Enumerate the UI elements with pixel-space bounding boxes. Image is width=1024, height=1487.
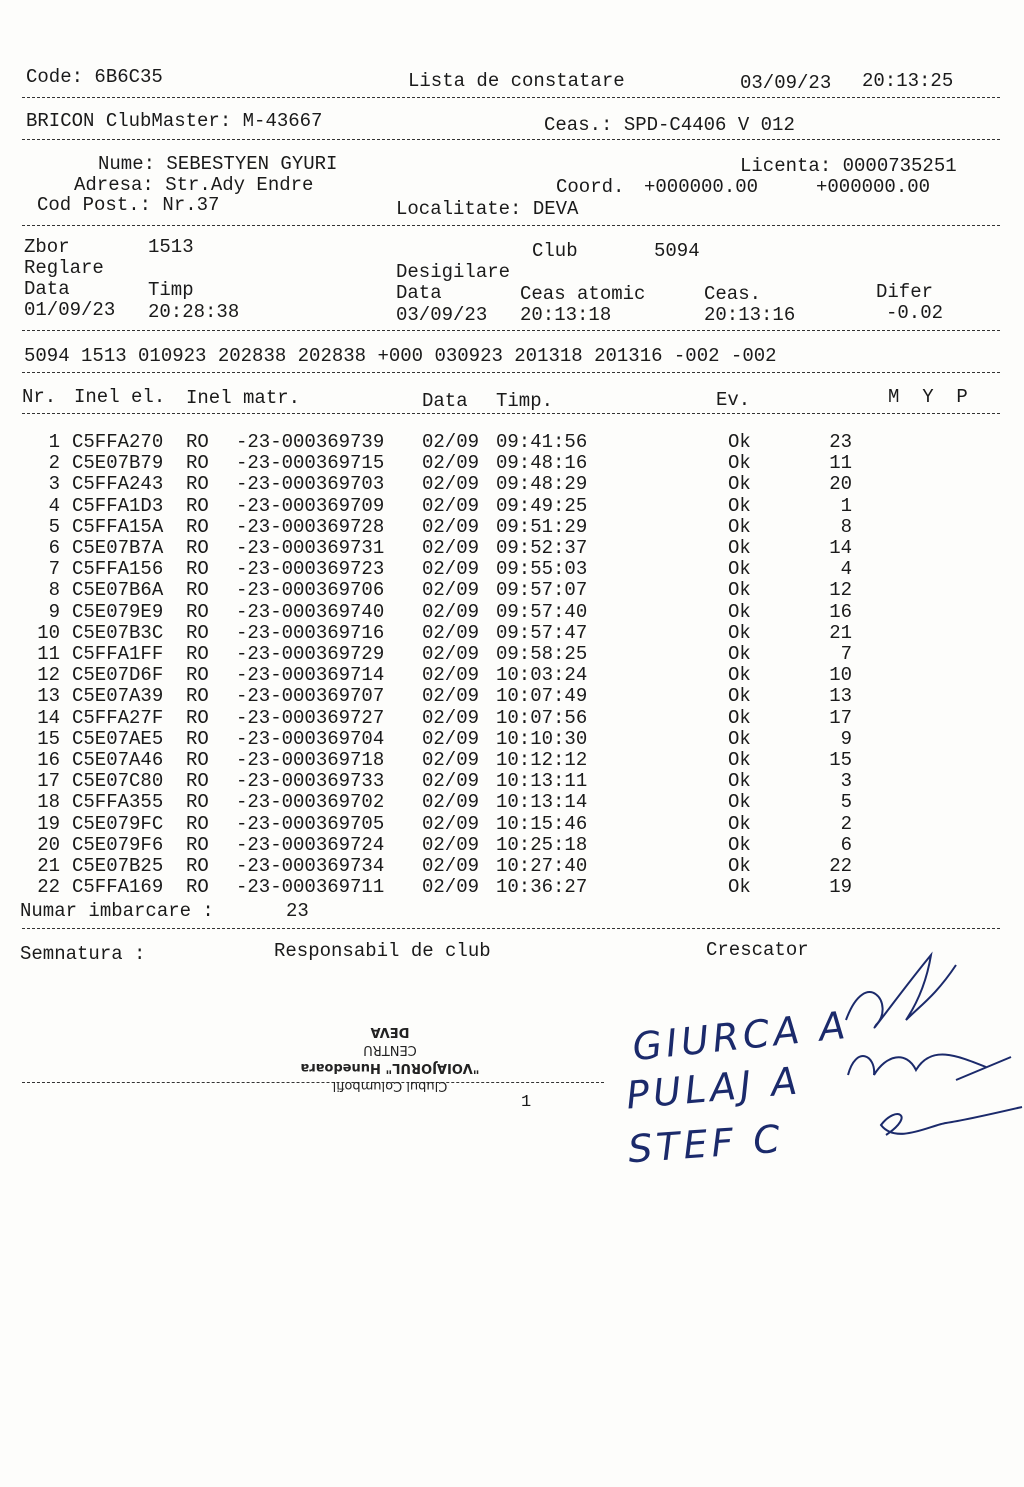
cell-el: C5FFA156 bbox=[72, 558, 164, 581]
cell-timp: 10:27:40 bbox=[496, 855, 588, 877]
table-row bbox=[20, 431, 980, 452]
cell-el: C5FFA355 bbox=[72, 791, 164, 814]
handwritten-name-3: STEF C bbox=[626, 1116, 786, 1172]
cell-ev: Ok bbox=[728, 643, 751, 665]
cell-timp: 09:57:40 bbox=[496, 600, 588, 623]
divider bbox=[22, 330, 1000, 331]
cell-el: C5FFA169 bbox=[72, 876, 164, 899]
header-date: 03/09/23 bbox=[740, 72, 832, 94]
table-row bbox=[20, 579, 980, 600]
cell-matr: -23-000369728 bbox=[236, 515, 385, 538]
cell-matr: -23-000369715 bbox=[236, 452, 385, 475]
owner-name: Nume: SEBESTYEN GYURI bbox=[98, 153, 338, 175]
table-row bbox=[20, 813, 980, 834]
divider bbox=[22, 413, 1000, 414]
table-row bbox=[20, 473, 980, 494]
cell-ev: Ok bbox=[728, 685, 751, 708]
table-row bbox=[20, 770, 980, 791]
cell-el: C5FFA15A bbox=[72, 515, 164, 538]
cell-ro: RO bbox=[186, 494, 209, 517]
club-label: Club bbox=[532, 240, 578, 262]
table-row bbox=[20, 855, 980, 876]
cell-ev: Ok bbox=[728, 431, 751, 453]
reglare-date: 01/09/23 bbox=[24, 299, 116, 321]
cell-timp: 10:07:49 bbox=[496, 685, 588, 708]
col-header-myp: M Y P bbox=[888, 386, 968, 408]
club-responsible-label: Responsabil de club bbox=[274, 940, 491, 962]
cell-ro: RO bbox=[186, 515, 209, 538]
cell-nr: 9 bbox=[48, 600, 60, 623]
cell-matr: -23-000369723 bbox=[236, 558, 385, 581]
cell-nr: 21 bbox=[37, 855, 60, 877]
cell-el: C5E07B3C bbox=[72, 621, 164, 644]
table-row bbox=[20, 537, 980, 558]
divider bbox=[22, 139, 1000, 140]
cell-matr: -23-000369702 bbox=[236, 791, 385, 814]
cell-ev: Ok bbox=[728, 727, 751, 750]
cell-matr: -23-000369714 bbox=[236, 664, 385, 687]
cell-nr: 6 bbox=[48, 537, 60, 559]
cell-timp: 09:48:29 bbox=[496, 473, 588, 496]
cell-el: C5FFA270 bbox=[72, 431, 164, 453]
cell-el: C5FFA243 bbox=[72, 473, 164, 496]
cell-matr: -23-000369724 bbox=[236, 833, 385, 856]
cell-el: C5FFA27F bbox=[72, 706, 164, 729]
cell-timp: 09:52:37 bbox=[496, 537, 588, 559]
cell-nr: 19 bbox=[37, 812, 60, 835]
club-value: 5094 bbox=[654, 240, 700, 262]
cell-data: 02/09 bbox=[422, 664, 480, 687]
cell-ev: Ok bbox=[728, 812, 751, 835]
divider bbox=[22, 372, 1000, 373]
stamp-line-1: Clubul Columbofil bbox=[332, 1078, 448, 1093]
cell-data: 02/09 bbox=[422, 833, 480, 856]
cell-nr: 14 bbox=[37, 706, 60, 729]
cell-ro: RO bbox=[186, 876, 209, 899]
cell-ev: Ok bbox=[728, 600, 751, 623]
cell-ev: Ok bbox=[728, 876, 751, 899]
page-number: 1 bbox=[521, 1093, 532, 1112]
clock-label: Ceas.: SPD-C4406 V 012 bbox=[544, 114, 795, 136]
cell-m: 8 bbox=[840, 515, 852, 538]
divider bbox=[22, 97, 1000, 98]
cell-ro: RO bbox=[186, 621, 209, 644]
stamp-line-3: CENTRU bbox=[363, 1042, 417, 1057]
zbor-value: 1513 bbox=[148, 236, 194, 258]
cell-m: 4 bbox=[840, 558, 852, 581]
col-header-ev: Ev. bbox=[716, 389, 751, 411]
cell-ro: RO bbox=[186, 812, 209, 835]
cell-matr: -23-000369731 bbox=[236, 537, 385, 559]
cell-matr: -23-000369727 bbox=[236, 706, 385, 729]
cell-m: 19 bbox=[829, 876, 852, 899]
cell-ev: Ok bbox=[728, 855, 751, 877]
cell-timp: 10:36:27 bbox=[496, 876, 588, 899]
cell-matr: -23-000369711 bbox=[236, 876, 385, 899]
cell-m: 1 bbox=[840, 494, 852, 517]
boarding-count: 23 bbox=[286, 900, 309, 922]
stamp-line-2: "VOIAJORUL" Hunedoara bbox=[300, 1060, 480, 1075]
cell-nr: 11 bbox=[37, 643, 60, 665]
cell-data: 02/09 bbox=[422, 537, 480, 559]
cell-el: C5E07B6A bbox=[72, 579, 164, 602]
table-row bbox=[20, 664, 980, 685]
handwritten-name-2: PULAJ A bbox=[624, 1058, 803, 1118]
table-row bbox=[20, 622, 980, 643]
cell-matr: -23-000369706 bbox=[236, 579, 385, 602]
cell-m: 16 bbox=[829, 600, 852, 623]
cell-el: C5E07D6F bbox=[72, 664, 164, 687]
atomic-time: 20:13:18 bbox=[520, 304, 612, 326]
cell-ro: RO bbox=[186, 473, 209, 496]
desigilare-data-label: Data bbox=[396, 282, 442, 304]
cell-m: 23 bbox=[829, 431, 852, 453]
ceas-label: Ceas. bbox=[704, 283, 762, 305]
cell-nr: 15 bbox=[37, 727, 60, 750]
cell-m: 6 bbox=[840, 833, 852, 856]
club-stamp bbox=[282, 1022, 498, 1094]
cell-el: C5E07B25 bbox=[72, 855, 164, 877]
cell-ro: RO bbox=[186, 558, 209, 581]
cell-nr: 2 bbox=[48, 452, 60, 475]
cell-nr: 10 bbox=[37, 621, 60, 644]
cell-data: 02/09 bbox=[422, 643, 480, 665]
zbor-label: Zbor bbox=[24, 236, 70, 258]
cell-data: 02/09 bbox=[422, 579, 480, 602]
coord-y: +000000.00 bbox=[816, 176, 931, 198]
cell-m: 22 bbox=[829, 855, 852, 877]
cell-nr: 12 bbox=[37, 664, 60, 687]
desigilare-label: Desigilare bbox=[396, 261, 511, 283]
divider bbox=[22, 225, 1000, 226]
summary-line: 5094 1513 010923 202838 202838 +000 030923 201318 201316 -002 -002 bbox=[24, 345, 777, 367]
cell-ro: RO bbox=[186, 643, 209, 665]
cell-nr: 22 bbox=[37, 876, 60, 899]
cell-el: C5E07AE5 bbox=[72, 727, 164, 750]
cell-el: C5FFA1D3 bbox=[72, 494, 164, 517]
signature-1 bbox=[846, 955, 956, 1028]
cell-matr: -23-000369734 bbox=[236, 855, 385, 877]
license-number: Licenta: 0000735251 bbox=[740, 155, 957, 177]
cell-ev: Ok bbox=[728, 537, 751, 559]
cell-ro: RO bbox=[186, 833, 209, 856]
owner-address: Adresa: Str.Ady Endre bbox=[74, 174, 314, 196]
cell-data: 02/09 bbox=[422, 791, 480, 814]
difer-label: Difer bbox=[876, 281, 934, 303]
cell-m: 13 bbox=[829, 685, 852, 708]
cell-el: C5E07C80 bbox=[72, 770, 164, 793]
cell-nr: 3 bbox=[48, 473, 60, 496]
cell-timp: 09:51:29 bbox=[496, 515, 588, 538]
cell-ro: RO bbox=[186, 770, 209, 793]
cell-matr: -23-000369709 bbox=[236, 494, 385, 517]
coord-x: +000000.00 bbox=[644, 176, 759, 198]
cell-ro: RO bbox=[186, 791, 209, 814]
cell-el: C5FFA1FF bbox=[72, 643, 164, 665]
cell-nr: 5 bbox=[48, 515, 60, 538]
difer-value: -0.02 bbox=[886, 302, 944, 324]
cell-matr: -23-000369740 bbox=[236, 600, 385, 623]
cell-el: C5E079F6 bbox=[72, 833, 164, 856]
table-row bbox=[20, 495, 980, 516]
table-row bbox=[20, 707, 980, 728]
cell-ro: RO bbox=[186, 749, 209, 771]
col-header-nr: Nr. bbox=[22, 386, 57, 408]
cell-m: 5 bbox=[840, 791, 852, 814]
desigilare-date: 03/09/23 bbox=[396, 304, 488, 326]
col-header-timp: Timp. bbox=[496, 390, 554, 412]
table-row bbox=[20, 601, 980, 622]
cell-data: 02/09 bbox=[422, 749, 480, 771]
cell-timp: 10:03:24 bbox=[496, 664, 588, 687]
cell-el: C5E07A46 bbox=[72, 749, 164, 771]
cell-timp: 10:13:11 bbox=[496, 770, 588, 793]
reglare-data-label: Data bbox=[24, 278, 70, 300]
boarding-label: Numar imbarcare : bbox=[20, 900, 214, 922]
coord-label: Coord. bbox=[556, 176, 625, 198]
table-row bbox=[20, 728, 980, 749]
table-row bbox=[20, 558, 980, 579]
cell-ro: RO bbox=[186, 431, 209, 453]
cell-data: 02/09 bbox=[422, 706, 480, 729]
cell-timp: 09:48:16 bbox=[496, 452, 588, 475]
cell-nr: 18 bbox=[37, 791, 60, 814]
cell-el: C5E07B7A bbox=[72, 537, 164, 559]
cell-ro: RO bbox=[186, 579, 209, 602]
postcode: Cod Post.: Nr.37 bbox=[37, 194, 220, 216]
cell-ro: RO bbox=[186, 600, 209, 623]
cell-ro: RO bbox=[186, 727, 209, 750]
cell-ev: Ok bbox=[728, 621, 751, 644]
cell-ev: Ok bbox=[728, 494, 751, 517]
table-row bbox=[20, 791, 980, 812]
cell-nr: 16 bbox=[37, 749, 60, 771]
cell-timp: 10:25:18 bbox=[496, 833, 588, 856]
cell-nr: 7 bbox=[48, 558, 60, 581]
cell-el: C5E079E9 bbox=[72, 600, 164, 623]
reglare-time: 20:28:38 bbox=[148, 301, 240, 323]
cell-timp: 10:15:46 bbox=[496, 812, 588, 835]
cell-m: 17 bbox=[829, 706, 852, 729]
divider bbox=[22, 928, 1000, 929]
cell-m: 9 bbox=[840, 727, 852, 750]
cell-matr: -23-000369718 bbox=[236, 749, 385, 771]
cell-data: 02/09 bbox=[422, 558, 480, 581]
cell-ev: Ok bbox=[728, 473, 751, 496]
table-row bbox=[20, 516, 980, 537]
locality: Localitate: DEVA bbox=[396, 198, 579, 220]
header-time: 20:13:25 bbox=[862, 70, 954, 92]
cell-nr: 4 bbox=[48, 494, 60, 517]
col-header-data: Data bbox=[422, 390, 468, 412]
cell-timp: 09:57:47 bbox=[496, 621, 588, 644]
cell-data: 02/09 bbox=[422, 600, 480, 623]
cell-ro: RO bbox=[186, 664, 209, 687]
cell-ro: RO bbox=[186, 685, 209, 708]
cell-m: 7 bbox=[840, 643, 852, 665]
cell-matr: -23-000369703 bbox=[236, 473, 385, 496]
col-header-inel-el: Inel el. bbox=[74, 386, 166, 408]
cell-ev: Ok bbox=[728, 558, 751, 581]
cell-data: 02/09 bbox=[422, 855, 480, 877]
cell-data: 02/09 bbox=[422, 770, 480, 793]
cell-ev: Ok bbox=[728, 515, 751, 538]
cell-el: C5E07A39 bbox=[72, 685, 164, 708]
cell-nr: 17 bbox=[37, 770, 60, 793]
signature-3 bbox=[881, 1107, 1022, 1135]
cell-matr: -23-000369733 bbox=[236, 770, 385, 793]
table-row bbox=[20, 834, 980, 855]
cell-data: 02/09 bbox=[422, 685, 480, 708]
cell-ro: RO bbox=[186, 706, 209, 729]
cell-data: 02/09 bbox=[422, 812, 480, 835]
device-label: BRICON ClubMaster: M-43667 bbox=[26, 110, 323, 132]
table-row bbox=[20, 685, 980, 706]
handwritten-name-1: GIURCA A bbox=[630, 1002, 852, 1070]
cell-ev: Ok bbox=[728, 579, 751, 602]
cell-m: 10 bbox=[829, 664, 852, 687]
table-row bbox=[20, 876, 980, 897]
col-header-inel-matr: Inel matr. bbox=[186, 387, 301, 409]
cell-ev: Ok bbox=[728, 770, 751, 793]
cell-matr: -23-000369707 bbox=[236, 685, 385, 708]
cell-ev: Ok bbox=[728, 833, 751, 856]
cell-timp: 09:41:56 bbox=[496, 431, 588, 453]
cell-m: 3 bbox=[840, 770, 852, 793]
cell-m: 12 bbox=[829, 579, 852, 602]
cell-timp: 09:49:25 bbox=[496, 494, 588, 517]
table-row bbox=[20, 452, 980, 473]
cell-timp: 09:55:03 bbox=[496, 558, 588, 581]
cell-timp: 10:10:30 bbox=[496, 727, 588, 750]
stamp-line-4: DEVA bbox=[370, 1024, 410, 1039]
breeder-label: Crescator bbox=[706, 939, 809, 961]
cell-el: C5E07B79 bbox=[72, 452, 164, 475]
signature-2 bbox=[848, 1055, 1011, 1080]
cell-nr: 20 bbox=[37, 833, 60, 856]
signature-scribbles bbox=[836, 945, 1024, 1165]
cell-matr: -23-000369739 bbox=[236, 431, 385, 453]
table-row bbox=[20, 749, 980, 770]
cell-ev: Ok bbox=[728, 664, 751, 687]
reglare-label: Reglare bbox=[24, 257, 104, 279]
cell-data: 02/09 bbox=[422, 515, 480, 538]
cell-m: 14 bbox=[829, 537, 852, 559]
cell-data: 02/09 bbox=[422, 473, 480, 496]
cell-ev: Ok bbox=[728, 791, 751, 814]
cell-data: 02/09 bbox=[422, 452, 480, 475]
cell-data: 02/09 bbox=[422, 727, 480, 750]
cell-ro: RO bbox=[186, 537, 209, 559]
cell-data: 02/09 bbox=[422, 494, 480, 517]
cell-m: 15 bbox=[829, 749, 852, 771]
cell-m: 21 bbox=[829, 621, 852, 644]
cell-nr: 1 bbox=[48, 431, 60, 453]
table-row bbox=[20, 643, 980, 664]
ceas-time: 20:13:16 bbox=[704, 304, 796, 326]
cell-ev: Ok bbox=[728, 706, 751, 729]
cell-ro: RO bbox=[186, 452, 209, 475]
cell-m: 2 bbox=[840, 812, 852, 835]
cell-data: 02/09 bbox=[422, 431, 480, 453]
cell-timp: 10:13:14 bbox=[496, 791, 588, 814]
cell-matr: -23-000369705 bbox=[236, 812, 385, 835]
cell-ev: Ok bbox=[728, 452, 751, 475]
cell-timp: 10:07:56 bbox=[496, 706, 588, 729]
cell-timp: 09:57:07 bbox=[496, 579, 588, 602]
cell-matr: -23-000369704 bbox=[236, 727, 385, 750]
cell-nr: 13 bbox=[37, 685, 60, 708]
cell-data: 02/09 bbox=[422, 876, 480, 899]
cell-matr: -23-000369716 bbox=[236, 621, 385, 644]
cell-el: C5E079FC bbox=[72, 812, 164, 835]
cell-m: 11 bbox=[829, 452, 852, 475]
cell-timp: 09:58:25 bbox=[496, 643, 588, 665]
document-title: Lista de constatare bbox=[408, 70, 625, 92]
reglare-timp-label: Timp bbox=[148, 279, 194, 301]
cell-m: 20 bbox=[829, 473, 852, 496]
cell-nr: 8 bbox=[48, 579, 60, 602]
atomic-label: Ceas atomic bbox=[520, 283, 646, 305]
cell-matr: -23-000369729 bbox=[236, 643, 385, 665]
cell-ro: RO bbox=[186, 855, 209, 877]
cell-ev: Ok bbox=[728, 749, 751, 771]
cell-data: 02/09 bbox=[422, 621, 480, 644]
cell-timp: 10:12:12 bbox=[496, 749, 588, 771]
signature-label: Semnatura : bbox=[20, 943, 146, 965]
code-label: Code: 6B6C35 bbox=[26, 66, 163, 88]
